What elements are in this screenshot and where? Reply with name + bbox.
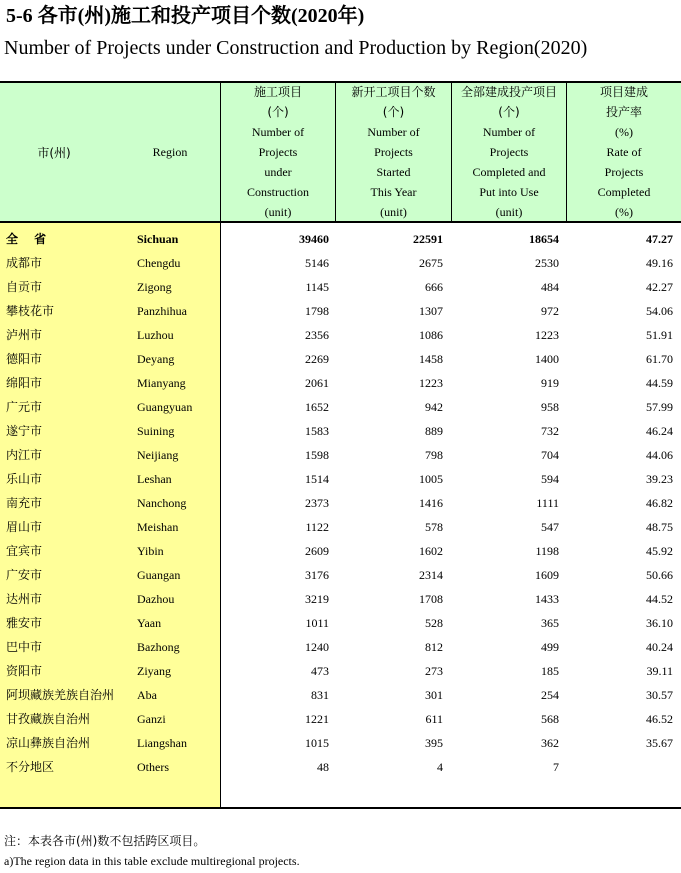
page-title: 5-6 各市(州)施工和投产项目个数(2020年) xyxy=(6,5,365,27)
header-line: (个) xyxy=(267,105,289,119)
table-row xyxy=(0,539,681,563)
region-name-cn: 成都市 xyxy=(6,256,43,270)
region-name-cn: 绵阳市 xyxy=(6,376,43,390)
projects-under-construction: 48 xyxy=(317,760,329,774)
projects-under-construction: 1652 xyxy=(305,400,329,414)
table-row xyxy=(0,755,681,779)
projects-under-construction: 3219 xyxy=(305,592,329,606)
projects-under-construction: 1598 xyxy=(305,448,329,462)
table-row xyxy=(0,515,681,539)
completion-rate: 61.70 xyxy=(646,352,673,366)
projects-started: 1223 xyxy=(419,376,443,390)
region-name-cn: 遂宁市 xyxy=(6,424,43,438)
completion-rate: 48.75 xyxy=(646,520,673,534)
region-name-en: Nanchong xyxy=(137,496,187,510)
projects-completed: 1400 xyxy=(535,352,559,366)
region-name-en: Chengdu xyxy=(137,256,181,270)
region-name-cn: 攀枝花市 xyxy=(6,304,55,318)
header-line: under xyxy=(264,165,292,179)
projects-under-construction: 1011 xyxy=(305,616,329,630)
projects-started: 1708 xyxy=(419,592,443,606)
region-name-en: Yibin xyxy=(137,544,164,558)
region-name-cn: 广安市 xyxy=(6,568,43,582)
projects-completed: 1433 xyxy=(535,592,559,606)
region-name-cn: 雅安市 xyxy=(6,616,43,630)
projects-started: 812 xyxy=(425,640,443,654)
region-name-cn: 德阳市 xyxy=(6,352,43,366)
table-row xyxy=(0,731,681,755)
projects-under-construction: 5146 xyxy=(305,256,329,270)
projects-under-construction: 2061 xyxy=(305,376,329,390)
projects-completed: 704 xyxy=(541,448,559,462)
header-region: Region xyxy=(152,144,188,159)
projects-started: 1005 xyxy=(419,472,443,486)
completion-rate: 40.24 xyxy=(646,640,673,654)
header-line: This Year xyxy=(370,185,417,199)
table-row xyxy=(0,347,681,371)
header-line: (unit) xyxy=(495,205,523,219)
table-row xyxy=(0,683,681,707)
table-row xyxy=(0,299,681,323)
completion-rate: 44.59 xyxy=(646,376,673,390)
projects-completed: 958 xyxy=(541,400,559,414)
completion-rate: 39.23 xyxy=(646,472,673,486)
projects-started: 578 xyxy=(425,520,443,534)
region-name-cn: 广元市 xyxy=(6,400,43,414)
header-line: Projects xyxy=(489,145,529,159)
region-name-cn: 自贡市 xyxy=(6,280,43,294)
projects-completed: 7 xyxy=(553,760,559,774)
region-name-cn: 阿坝藏族羌族自治州 xyxy=(6,688,115,702)
projects-under-construction: 1015 xyxy=(305,736,329,750)
table-row xyxy=(0,587,681,611)
header-under-construction xyxy=(221,82,335,222)
projects-started: 1416 xyxy=(419,496,443,510)
projects-completed: 2530 xyxy=(535,256,559,270)
header-line: Number of xyxy=(367,125,420,139)
table-row xyxy=(0,659,681,683)
region-name-en: Dazhou xyxy=(137,592,175,606)
region-name-cn: 甘孜藏族自治州 xyxy=(6,712,91,726)
header-completed xyxy=(452,82,566,222)
header-line: 项目建成 xyxy=(599,85,648,99)
page-subtitle: Number of Projects under Construction and Production by Region(2020) xyxy=(4,37,588,59)
projects-under-construction: 1240 xyxy=(305,640,329,654)
projects-completed: 919 xyxy=(541,376,559,390)
table-row xyxy=(0,467,681,491)
region-name-cn: 泸州市 xyxy=(6,328,43,342)
completion-rate: 30.57 xyxy=(646,688,673,702)
region-name-en: Yaan xyxy=(137,616,162,630)
projects-under-construction: 473 xyxy=(311,664,329,678)
projects-under-construction: 2356 xyxy=(305,328,329,342)
region-name-en: Bazhong xyxy=(137,640,180,654)
region-name-cn: 巴中市 xyxy=(6,640,43,654)
projects-completed: 1609 xyxy=(535,568,559,582)
table-row-total xyxy=(0,227,681,251)
region-name-cn: 宜宾市 xyxy=(6,544,43,558)
table-row xyxy=(0,371,681,395)
region-name-en: Meishan xyxy=(137,520,179,534)
projects-started: 1307 xyxy=(419,304,443,318)
projects-under-construction: 39460 xyxy=(299,232,329,246)
projects-under-construction: 2269 xyxy=(305,352,329,366)
completion-rate: 46.82 xyxy=(646,496,673,510)
region-name-en: Ganzi xyxy=(137,712,166,726)
region-name-en: Guangyuan xyxy=(137,400,193,414)
projects-completed: 185 xyxy=(541,664,559,678)
header-line: Started xyxy=(376,165,411,179)
projects-completed: 594 xyxy=(541,472,559,486)
header-line: Completed xyxy=(597,185,651,199)
header-line: Projects xyxy=(374,145,413,159)
projects-started: 301 xyxy=(425,688,443,702)
projects-under-construction: 2609 xyxy=(305,544,329,558)
projects-under-construction: 1798 xyxy=(305,304,329,318)
projects-completed: 499 xyxy=(541,640,559,654)
projects-under-construction: 1583 xyxy=(305,424,329,438)
projects-started: 528 xyxy=(425,616,443,630)
completion-rate: 39.11 xyxy=(646,664,673,678)
region-name-cn: 不分地区 xyxy=(6,760,55,774)
projects-completed: 972 xyxy=(541,304,559,318)
projects-started: 2675 xyxy=(419,256,443,270)
region-name-cn: 眉山市 xyxy=(6,520,43,534)
region-name-cn: 乐山市 xyxy=(6,472,43,486)
completion-rate: 46.24 xyxy=(646,424,673,438)
completion-rate: 47.27 xyxy=(646,232,673,246)
projects-started: 2314 xyxy=(419,568,443,582)
completion-rate: 36.10 xyxy=(646,616,673,630)
table-row xyxy=(0,611,681,635)
projects-completed: 484 xyxy=(541,280,559,294)
projects-started: 1458 xyxy=(419,352,443,366)
header-line: (个) xyxy=(498,105,520,119)
table-row xyxy=(0,275,681,299)
header-rate xyxy=(567,82,681,222)
completion-rate: 45.92 xyxy=(646,544,673,558)
header-line: 施工项目 xyxy=(253,85,302,99)
region-name-cn: 全 省 xyxy=(6,232,53,246)
header-city: 市(州) xyxy=(37,145,71,160)
table-row xyxy=(0,491,681,515)
completion-rate: 51.91 xyxy=(646,328,673,342)
region-name-en: Others xyxy=(137,760,169,774)
header-line: Number of xyxy=(482,125,536,139)
table-row xyxy=(0,635,681,659)
table-row xyxy=(0,563,681,587)
projects-completed: 732 xyxy=(541,424,559,438)
header-line: Projects xyxy=(604,165,644,179)
header-line: 全部建成投产项目 xyxy=(460,85,557,99)
projects-completed: 362 xyxy=(541,736,559,750)
projects-completed: 547 xyxy=(541,520,559,534)
region-name-en: Zigong xyxy=(137,280,172,294)
projects-under-construction: 1221 xyxy=(305,712,329,726)
header-line: Construction xyxy=(247,185,309,199)
projects-started: 4 xyxy=(437,760,443,774)
projects-completed: 1111 xyxy=(536,496,559,510)
region-name-en: Neijiang xyxy=(137,448,179,462)
projects-under-construction: 1122 xyxy=(305,520,329,534)
region-name-en: Aba xyxy=(137,688,157,702)
region-name-cn: 达州市 xyxy=(6,592,43,606)
region-name-cn: 资阳市 xyxy=(6,664,43,678)
header-line: (unit) xyxy=(380,205,407,219)
region-name-en: Ziyang xyxy=(137,664,171,678)
header-line: Projects xyxy=(258,145,298,159)
projects-completed: 568 xyxy=(541,712,559,726)
projects-started: 798 xyxy=(425,448,443,462)
region-name-en: Guangan xyxy=(137,568,181,582)
projects-under-construction: 1145 xyxy=(305,280,329,294)
header-line: 新开工项目个数 xyxy=(351,85,436,99)
table-row xyxy=(0,707,681,731)
projects-under-construction: 831 xyxy=(311,688,329,702)
footnote-en: a)The region data in this table exclude multiregional projects. xyxy=(4,854,300,868)
header-line: (%) xyxy=(614,125,633,139)
completion-rate: 44.06 xyxy=(646,448,673,462)
completion-rate: 49.16 xyxy=(646,256,673,270)
header-line: (unit) xyxy=(264,205,292,219)
header-started xyxy=(336,82,451,222)
region-name-en: Liangshan xyxy=(137,736,187,750)
region-name-en: Leshan xyxy=(137,472,172,486)
projects-under-construction: 3176 xyxy=(305,568,329,582)
projects-started: 889 xyxy=(425,424,443,438)
projects-started: 666 xyxy=(425,280,443,294)
projects-started: 395 xyxy=(425,736,443,750)
region-name-en: Mianyang xyxy=(137,376,186,390)
projects-under-construction: 1514 xyxy=(305,472,329,486)
header-line: 投产率 xyxy=(605,105,642,119)
region-name-cn: 内江市 xyxy=(6,448,43,462)
header-line: (%) xyxy=(614,205,633,219)
table-row xyxy=(0,443,681,467)
projects-started: 611 xyxy=(425,712,443,726)
footnote-cn: 注：本表各市(州)数不包括跨区项目。 xyxy=(4,834,206,848)
projects-completed: 18654 xyxy=(529,232,559,246)
header-line: Rate of xyxy=(606,145,642,159)
completion-rate: 50.66 xyxy=(646,568,673,582)
region-name-en: Panzhihua xyxy=(137,304,187,318)
header-line: Put into Use xyxy=(479,185,539,199)
table-row xyxy=(0,323,681,347)
header-line: Number of xyxy=(251,125,305,139)
projects-started: 942 xyxy=(425,400,443,414)
region-name-en: Deyang xyxy=(137,352,175,366)
completion-rate: 42.27 xyxy=(646,280,673,294)
projects-completed: 254 xyxy=(541,688,559,702)
region-name-en: Suining xyxy=(137,424,175,438)
projects-started: 1602 xyxy=(419,544,443,558)
region-name-en: Luzhou xyxy=(137,328,174,342)
projects-started: 1086 xyxy=(419,328,443,342)
projects-under-construction: 2373 xyxy=(305,496,329,510)
projects-completed: 1223 xyxy=(535,328,559,342)
projects-completed: 365 xyxy=(541,616,559,630)
completion-rate: 35.67 xyxy=(646,736,673,750)
projects-started: 22591 xyxy=(413,232,443,246)
completion-rate: 46.52 xyxy=(646,712,673,726)
projects-started: 273 xyxy=(425,664,443,678)
table-row xyxy=(0,395,681,419)
completion-rate: 54.06 xyxy=(646,304,673,318)
completion-rate: 57.99 xyxy=(646,400,673,414)
region-name-en: Sichuan xyxy=(137,232,179,246)
region-name-cn: 南充市 xyxy=(6,496,43,510)
projects-completed: 1198 xyxy=(535,544,559,558)
region-name-cn: 凉山彝族自治州 xyxy=(6,736,91,750)
table-row xyxy=(0,419,681,443)
completion-rate: 44.52 xyxy=(646,592,673,606)
header-line: Completed and xyxy=(472,165,546,179)
header-line: (个) xyxy=(382,105,405,119)
table-bottom-rule xyxy=(0,807,681,809)
table-row xyxy=(0,251,681,275)
